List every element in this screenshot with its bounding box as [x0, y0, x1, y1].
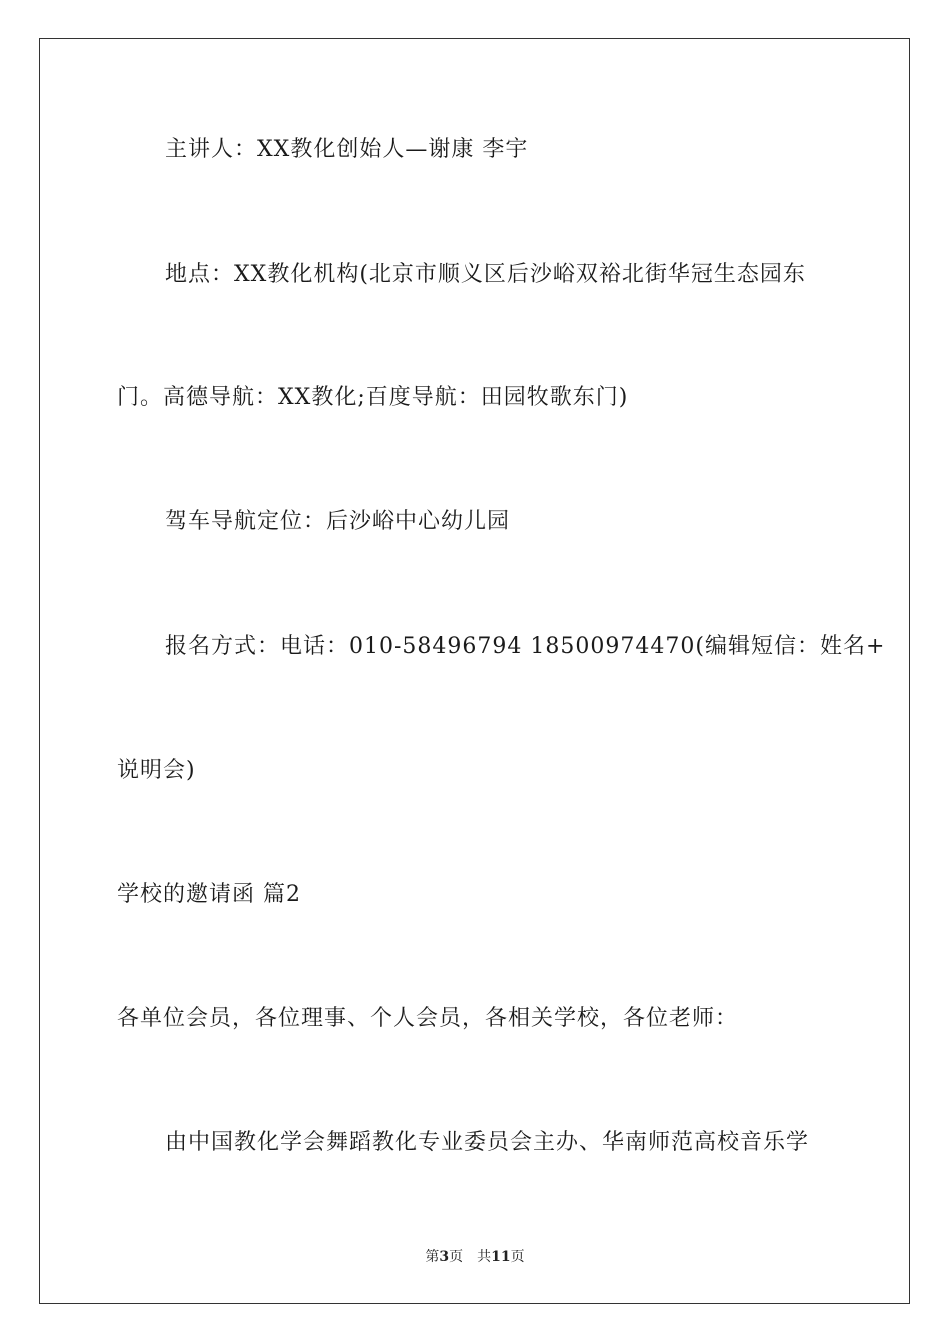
footer-page-suffix: 页	[449, 1249, 464, 1265]
location-line: 地点：XX教化机构(北京市顺义区后沙峪双裕北街华冠生态园东	[165, 262, 806, 287]
footer-page-total: 11	[491, 1249, 511, 1265]
footer-page-prefix: 第	[425, 1249, 440, 1265]
registration-line: 报名方式：电话：010-58496794 18500974470(编辑短信：姓名+	[165, 634, 886, 659]
body-paragraph-line: 由中国教化学会舞蹈教化专业委员会主办、华南师范高校音乐学	[165, 1130, 810, 1155]
salutation-line: 各单位会员，各位理事、个人会员，各相关学校，各位老师：	[117, 1006, 739, 1031]
section-heading: 学校的邀请函 篇2	[117, 882, 301, 907]
footer-total-suffix: 页	[510, 1249, 525, 1265]
footer-total-prefix: 共	[477, 1249, 492, 1265]
navigation-line: 门。高德导航：XX教化;百度导航：田园牧歌东门)	[117, 385, 629, 410]
driving-line: 驾车导航定位：后沙峪中心幼儿园	[165, 509, 511, 534]
speaker-line: 主讲人：XX教化创始人—谢康 李宇	[165, 137, 529, 162]
page-footer	[0, 1248, 950, 1266]
footer-page-current: 3	[439, 1249, 450, 1265]
registration-continued-line: 说明会)	[117, 758, 196, 783]
page-frame	[39, 38, 910, 1304]
